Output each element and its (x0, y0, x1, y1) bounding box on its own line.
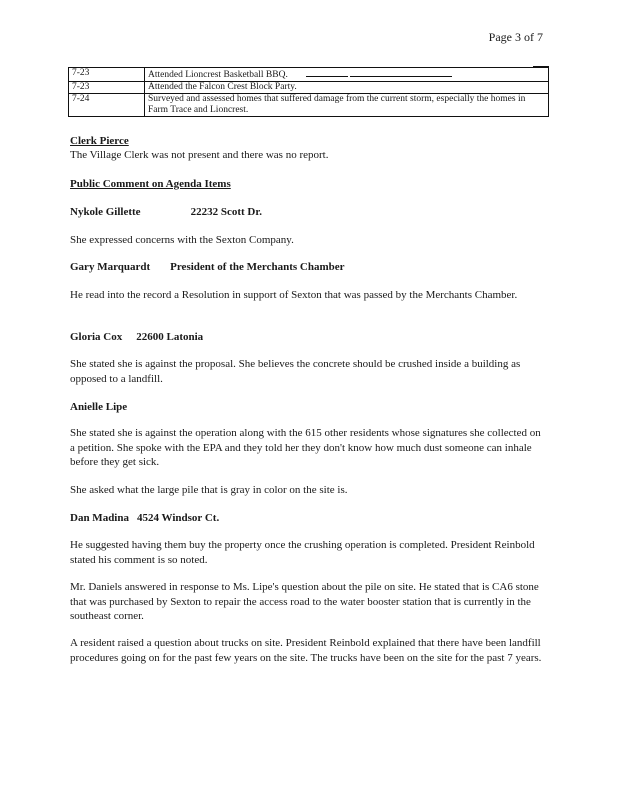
speaker-heading (70, 330, 545, 345)
speaker-detail: 22232 Scott Dr. (190, 206, 262, 218)
page-number: Page 3 of 7 (488, 30, 543, 44)
log-date: 7-23 (69, 82, 145, 94)
table-row (69, 68, 549, 82)
speaker-detail: President of the Merchants Chamber (170, 261, 345, 273)
speaker-comment: She expressed concerns with the Sexton Company. (70, 234, 294, 246)
speaker-detail: 4524 Windsor Ct. (137, 512, 220, 524)
speaker-heading (70, 511, 545, 526)
speaker-heading (70, 260, 545, 275)
speaker-comment: She stated she is against the proposal. She believes the concrete should be crushed inside a building as opposed to a landfill. (70, 358, 521, 385)
speaker-comment: He suggested having them buy the property once the crushing operation is completed. President Reinbold stated his comment is so noted. (70, 539, 535, 566)
speaker-name: Anielle Lipe (70, 401, 128, 413)
log-date: 7-23 (69, 68, 145, 82)
speaker-name: Nykole Gillette (70, 206, 141, 218)
table-row (69, 94, 549, 117)
speaker-heading (70, 205, 545, 220)
activity-log-table (68, 67, 549, 117)
speaker-comment: He read into the record a Resolution in support of Sexton that was passed by the Merchants Chamber. (70, 289, 518, 301)
speaker-detail: 22600 Latonia (136, 331, 204, 343)
clerk-heading: Clerk Pierce (70, 135, 129, 147)
speaker-heading (70, 400, 545, 415)
speaker-name: Gary Marquardt (70, 261, 151, 273)
log-description: Attended the Falcon Crest Block Party. (145, 82, 549, 94)
speaker-comment: She asked what the large pile that is gray in color on the site is. (70, 484, 348, 496)
speaker-name: Dan Madina (70, 512, 129, 524)
speaker-comment: She stated she is against the operation along with the 615 other residents whose signatures she collected on a petition. She spoke with the EPA and they told her they don't know how much dust someone can inhale before they get sick. (70, 427, 541, 468)
speaker-comment: A resident raised a question about trucks on site. President Reinbold explained that there have been landfill procedures going on for the past few years on the site. The trucks have been on the site for the past 7 years. (70, 637, 542, 664)
log-description: Attended Lioncrest Basketball BBQ. (145, 68, 549, 82)
speaker-comment: Mr. Daniels answered in response to Ms. Lipe's question about the pile on site. He stated that is CA6 stone that was purchased by Sexton to repair the access road to the water booster station that is currently in the southeast corner. (70, 581, 539, 622)
log-description: Surveyed and assessed homes that suffered damage from the current storm, especially the homes in Farm Trace and Lioncrest. (145, 94, 549, 117)
public-comment-heading: Public Comment on Agenda Items (70, 178, 231, 190)
table-row (69, 82, 549, 94)
speaker-name: Gloria Cox (70, 331, 123, 343)
log-date: 7-24 (69, 94, 145, 117)
clerk-text: The Village Clerk was not present and there was no report. (70, 149, 329, 161)
